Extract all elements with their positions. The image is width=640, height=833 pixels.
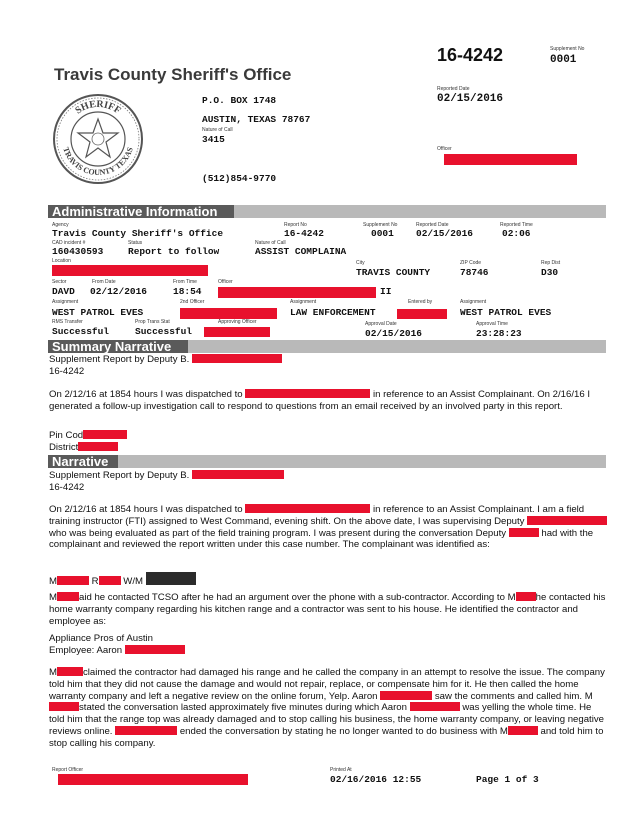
- summary-text-2: in reference to an Assist Complainant.: [372, 389, 535, 400]
- admin-officer-label: Officer: [218, 279, 233, 285]
- narrative-section-bar: [48, 455, 606, 468]
- narrative-p1-text-b: in reference to an Assist Complainant. I am a field training instructor (FTI) assigned to West Command, evening shift. On the above date, I was supervising Deputy: [49, 504, 585, 527]
- assignment3-value: WEST PATROL EVES: [460, 307, 552, 318]
- narrative-author: Supplement Report by Deputy B.: [49, 470, 190, 481]
- address-line-2: AUSTIN, TEXAS 78767: [202, 114, 311, 125]
- second-officer-label: 2nd Officer: [180, 299, 205, 305]
- redacted-location: [52, 265, 208, 276]
- zip-label: ZIP Code: [460, 260, 482, 266]
- narrative-p1-text-d: had with the complainant and reviewed the report written under this case number. The complainant was identified as:: [49, 527, 594, 551]
- cad-label: CAD incident #: [52, 240, 86, 246]
- summary-section-title: Summary Narrative: [52, 339, 172, 354]
- narrative-p2-text-b: aid he contacted TCSO after he had an argument over the phone with a sub-contractor. According to: [79, 592, 505, 603]
- zip-value: 78746: [460, 267, 489, 278]
- approval-date-value: 02/15/2016: [365, 328, 423, 339]
- narrative-paragraph-3: [49, 667, 609, 750]
- narrative-section-title: Narrative: [52, 454, 109, 469]
- redacted-deputy-name: [192, 354, 282, 363]
- redacted-employee-ref-2: [410, 702, 460, 711]
- redacted-approving-officer: [204, 327, 270, 337]
- narrative-p3-text-c: saw the comments and called him. M: [434, 690, 593, 702]
- case-number: 16-4242: [437, 45, 504, 65]
- report-no-value: 16-4242: [284, 228, 324, 239]
- rep-date-label: Reported Date: [416, 222, 449, 228]
- contractor-employee: Employee: Aaron: [49, 644, 123, 656]
- rep-dist-label: Rep Dist: [541, 260, 561, 266]
- redacted-entered-by: [397, 309, 447, 319]
- prop-value: Successful: [135, 326, 193, 337]
- assignment-label: Assignment: [52, 299, 79, 305]
- from-date-label: From Date: [92, 279, 116, 285]
- svg-text:TRAVIS COUNTY TEXAS: [61, 146, 135, 178]
- nature-of-call-label: Nature of Call: [202, 127, 233, 133]
- address-line-1: P.O. BOX 1748: [202, 95, 277, 106]
- redacted-complainant-ref-1: [57, 592, 79, 601]
- narrative-p3-text-b: claimed the contractor had damaged his range and he called the company in an attempt to resolve the issue. The company told him that they did not cause the damage and would not repair, replace, or compensate him for it. He then called the home warranty company and left a negative review on the online forum, Yelp. Aaron: [49, 667, 605, 702]
- agency-value: Travis County Sheriff's Office: [52, 228, 224, 239]
- supp-value: 0001: [371, 228, 394, 239]
- narrative-header: [49, 470, 609, 494]
- redacted-trainee-name: [527, 516, 607, 525]
- seal-top-text: SHERIFF: [73, 98, 123, 117]
- supplement-number: 0001: [550, 54, 577, 66]
- complainant-initial: M: [49, 576, 57, 587]
- redacted-employee-ref-3: [115, 726, 177, 735]
- narrative-paragraph-2: [49, 592, 609, 627]
- seal-bottom-text: TRAVIS COUNTY TEXAS: [61, 145, 135, 178]
- narrative-p3-text-d: stated the conversation lasted approximately five minutes during which Aaron: [79, 702, 407, 714]
- city-label: City: [356, 260, 365, 266]
- summary-paragraph: [49, 389, 609, 413]
- narrative-case-number: 16-4242: [49, 481, 85, 493]
- agency-label: Agency: [52, 222, 69, 228]
- rms-label: RMS Transfer: [52, 319, 83, 325]
- narrative-p3-text-a: M: [49, 667, 57, 678]
- narrative-p3-text-f: ended the conversation by stating he no longer wanted to do business with M: [179, 725, 508, 737]
- supplement-label: Supplement No: [550, 46, 585, 52]
- district-label: District: [49, 441, 79, 453]
- from-time-value: 18:54: [173, 286, 202, 297]
- contractor-company: Appliance Pros of Austin: [49, 633, 153, 644]
- star-icon: [78, 119, 118, 157]
- redacted-narrative-deputy: [192, 470, 284, 479]
- approval-time-label: Approval Time: [476, 321, 508, 327]
- phone-number: (512)854-9770: [202, 173, 277, 184]
- rep-dist-value: D30: [541, 267, 559, 278]
- redacted-address: [245, 389, 370, 398]
- summary-author: Supplement Report by Deputy B.: [49, 354, 190, 365]
- summary-text-1: On 2/12/16 at 1854 hours I was dispatched to: [49, 389, 243, 400]
- city-value: TRAVIS COUNTY: [356, 267, 431, 278]
- summary-case-number: 16-4242: [49, 365, 85, 377]
- supp-label: Supplement No: [363, 222, 398, 228]
- page-indicator: Page 1 of 3: [476, 774, 539, 785]
- redacted-complainant-first: [57, 576, 89, 585]
- printed-at-value: 02/16/2016 12:55: [330, 774, 422, 785]
- summary-section-bar: [48, 340, 606, 353]
- narrative-p3-text-e: was yelling the whole time. He told him that the range top was already damaged and to stop calling his business, the home warranty company, or leaving negative reviews online.: [49, 702, 604, 737]
- pin-code-label: Pin Cod: [49, 430, 84, 441]
- redacted-employee-surname: [125, 645, 185, 654]
- redacted-officer-name: [444, 154, 577, 165]
- entered-by-label: Entered by: [408, 299, 433, 305]
- complainant-initial-2: R: [91, 576, 99, 587]
- redacted-second-officer: [180, 308, 277, 319]
- narrative-p1-text-a: On 2/12/16 at 1854 hours I was dispatched to: [49, 504, 243, 515]
- reported-date: 02/15/2016: [437, 93, 504, 105]
- narrative-paragraph-1: [49, 504, 609, 551]
- redacted-report-officer: [58, 774, 248, 785]
- complainant-race-sex: W/M: [123, 576, 143, 587]
- redacted-admin-officer: [218, 287, 376, 298]
- rep-time-label: Reported Time: [500, 222, 533, 228]
- redacted-complainant-last: [99, 576, 121, 585]
- admin-section-title: Administrative Information: [52, 204, 218, 219]
- redacted-complainant-ref-3: [57, 667, 83, 676]
- contractor-block: [49, 633, 609, 657]
- rms-value: Successful: [52, 326, 110, 337]
- cad-value: 160430593: [52, 246, 104, 257]
- officer-label: Officer: [437, 146, 452, 152]
- nature-code: 3415: [202, 134, 225, 145]
- narrative-p2-text-c: M: [507, 592, 516, 603]
- pin-code-line: [49, 430, 609, 454]
- rep-time-value: 02:06: [502, 228, 531, 239]
- assignment3-label: Assignment: [460, 299, 487, 305]
- redacted-complainant-ref-4: [49, 702, 79, 711]
- status-value: Report to follow: [128, 246, 220, 257]
- assignment2-value: LAW ENFORCEMENT: [290, 307, 376, 318]
- seal-graphic: [52, 93, 144, 185]
- agency-title: Travis County Sheriff's Office: [54, 65, 292, 84]
- report-no-label: Report No: [284, 222, 307, 228]
- redacted-dispatch-address: [245, 504, 370, 513]
- sector-value: DAVD: [52, 286, 75, 297]
- nature-value: ASSIST COMPLAINA: [255, 246, 347, 257]
- approval-date-label: Approval Date: [365, 321, 397, 327]
- from-date-value: 02/12/2016: [90, 286, 148, 297]
- sector-label: Sector: [52, 279, 67, 285]
- reported-date-label: Reported Date: [437, 86, 470, 92]
- assignment2-label: Assignment: [290, 299, 317, 305]
- complainant-line: [49, 572, 609, 588]
- redacted-district: [78, 442, 118, 451]
- admin-section-bar: [48, 205, 606, 218]
- redacted-employee-ref-1: [380, 691, 432, 700]
- sheriff-seal: [52, 93, 144, 185]
- approving-officer-label: Approving Officer: [218, 319, 257, 325]
- location-label: Location: [52, 258, 71, 264]
- narrative-p3-text-g: and told him to stop calling his company.: [49, 725, 604, 749]
- assignment-value: WEST PATROL EVES: [52, 307, 144, 318]
- blacked-out-dob: [146, 572, 196, 585]
- redacted-deputy-short: [509, 528, 539, 537]
- printed-at-label: Printed At: [330, 767, 352, 773]
- rep-date-value: 02/15/2016: [416, 228, 474, 239]
- redacted-complainant-ref-2: [516, 592, 536, 601]
- narrative-p2-text-a: M: [49, 592, 57, 603]
- redacted-complainant-ref-5: [508, 726, 538, 735]
- narrative-p1-text-c: who was being evaluated as part of the field training program. I was present during the conversation Deputy: [49, 527, 507, 539]
- prop-label: Prop Trans Stat: [135, 319, 170, 325]
- officer-suffix: II: [380, 286, 392, 297]
- status-label: Status: [128, 240, 143, 246]
- narrative-p2-text-d: he contacted his home warranty company regarding his kitchen range and a contractor was sent to his house. He identified the contractor and employee as:: [49, 592, 606, 627]
- nature-label: Nature of Call: [255, 240, 286, 246]
- approval-time-value: 23:28:23: [476, 328, 522, 339]
- from-time-label: From Time: [173, 279, 197, 285]
- redacted-pin-code: [83, 430, 127, 439]
- summary-header: [49, 354, 609, 378]
- report-officer-label: Report Officer: [52, 767, 84, 773]
- summary-text-3: On 2/16/16 I generated a follow-up investigation call to respond to questions from an email received by an involved party in this report.: [49, 389, 591, 412]
